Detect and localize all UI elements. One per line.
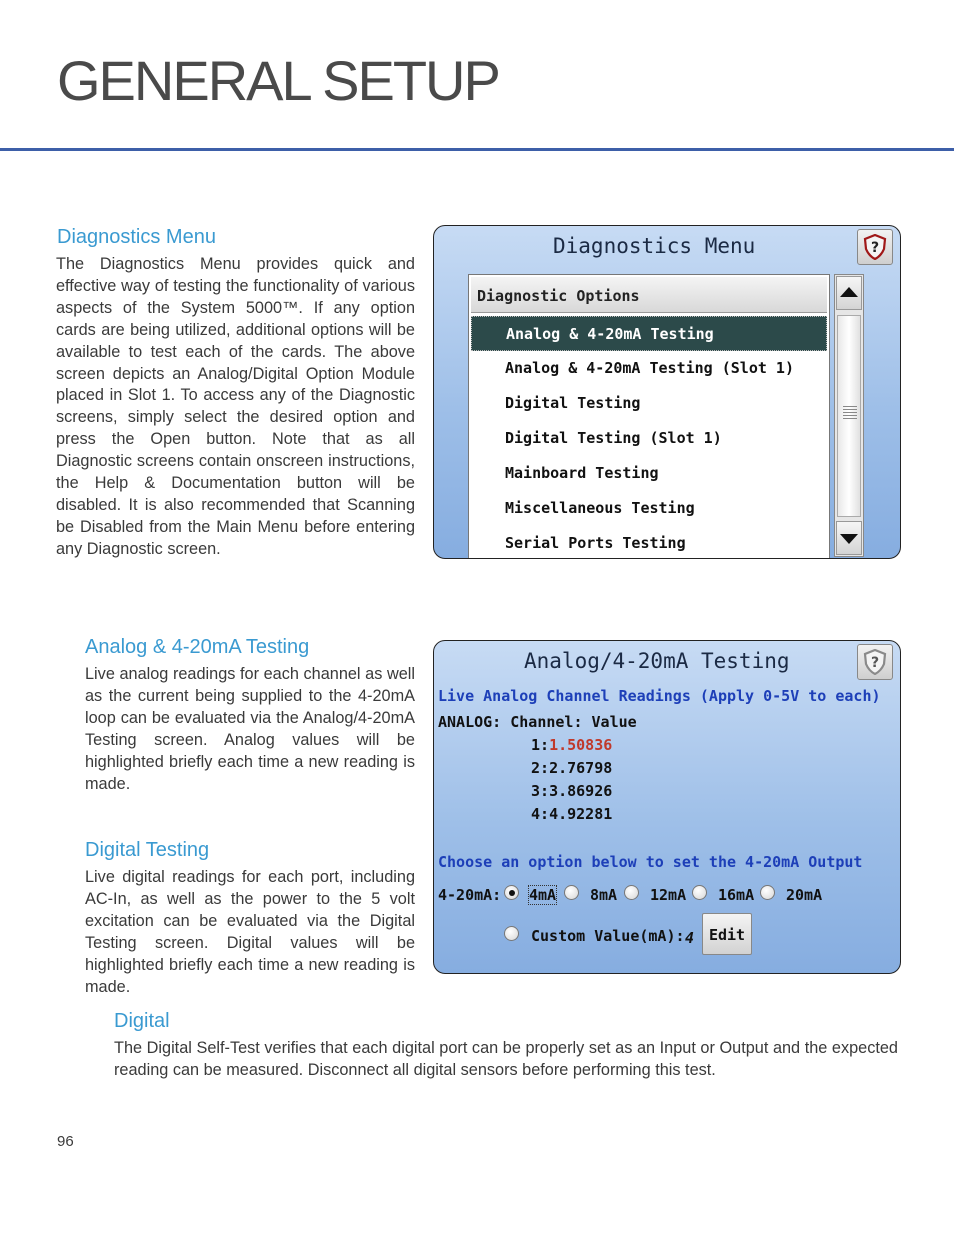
arrow-up-icon — [837, 277, 861, 309]
scroll-thumb[interactable] — [837, 315, 861, 517]
reading-row — [531, 736, 612, 754]
digital-testing-heading: Digital Testing — [85, 839, 210, 861]
edit-button[interactable]: Edit — [702, 913, 752, 955]
analog-heading: Analog & 4-20mA Testing — [85, 636, 310, 658]
analog-testing-screen — [433, 640, 901, 974]
channel-number: 2: — [531, 759, 550, 777]
list-item-digital-testing-slot1[interactable]: Digital Testing (Slot 1) — [505, 429, 722, 447]
scroll-up-button[interactable] — [836, 276, 862, 310]
channel-value: 2.76798 — [549, 759, 613, 777]
option-4ma-label[interactable]: 4mA — [529, 886, 557, 904]
diagnostic-options-list[interactable] — [468, 274, 830, 559]
option-20ma-label[interactable]: 20mA — [786, 886, 823, 904]
list-scrollbar[interactable] — [834, 274, 864, 557]
title-divider — [0, 148, 954, 151]
grip-line — [843, 409, 857, 410]
channel-number: 4: — [531, 805, 550, 823]
digital-text: The Digital Self-Test verifies that each digital port can be properly set as an Input or Output and the expected reading can be measured. Disconnect all digital sensors before performing this test. — [114, 1039, 898, 1079]
reading-row — [531, 805, 612, 823]
arrow-down-icon — [837, 522, 861, 554]
grip-line — [843, 406, 857, 407]
svg-text:?: ? — [870, 240, 880, 256]
help-shield-icon — [863, 649, 887, 675]
page-number: 96 — [57, 1133, 74, 1150]
list-item-misc-testing[interactable]: Miscellaneous Testing — [505, 499, 695, 517]
help-button[interactable] — [857, 644, 893, 680]
grip-line — [843, 415, 857, 416]
custom-value: 4 — [685, 929, 695, 947]
digital-testing-text: Live digital readings for each port, including AC-In, as well as the power to the 5 volt excitation can be evaluated via the Digital Testing screen. Digital values will be highlighted briefly each time a new reading is made. — [85, 868, 415, 996]
analog-text: Live analog readings for each channel as well as the current being supplied to the 4-20mA loop can be evaluated via the Analog/4-20mA Testing screen. Analog values will be highlighted briefly each time a new reading is made. — [85, 665, 415, 793]
columns-label: ANALOG: Channel: Value — [438, 713, 637, 731]
live-readings-label: Live Analog Channel Readings (Apply 0-5V to each) — [438, 687, 881, 705]
choose-option-label: Choose an option below to set the 4-20mA Output — [438, 853, 863, 871]
radio-custom[interactable] — [504, 926, 519, 941]
grip-line — [843, 412, 857, 413]
list-item-digital-testing[interactable]: Digital Testing — [505, 394, 641, 412]
diagnostics-heading: Diagnostics Menu — [57, 226, 216, 248]
diagnostics-text: The Diagnostics Menu provides quick and effective way of testing the functionality of various aspects of the System 5000™. If any option cards are being utilized, additional options will be available to test each of the cards. The above screen depicts an Analog/Digital Option Module placed in Slot 1. To access any of the Diagnostic screens, simply select the desired option and press the Open button. Note that as all Diagnostic screens contain onscreen instructions, the Help & Documentation button will be disabled. It is also recommended that Scanning be Disabled from the Main Menu before entering any Diagnostic screen. — [56, 255, 415, 558]
page-title: GENERAL SETUP — [57, 49, 499, 112]
radio-20ma[interactable] — [760, 885, 775, 900]
list-header: Diagnostic Options — [471, 277, 827, 313]
radio-8ma[interactable] — [564, 885, 579, 900]
scroll-down-button[interactable] — [836, 521, 862, 555]
radio-16ma[interactable] — [692, 885, 707, 900]
grip-line — [843, 418, 857, 419]
list-item-mainboard-testing[interactable]: Mainboard Testing — [505, 464, 659, 482]
analog-screen-title: Analog/4-20mA Testing — [524, 649, 790, 673]
list-item-analog-testing[interactable]: Analog & 4-20mA Testing — [471, 316, 827, 351]
radio-4ma[interactable] — [504, 885, 519, 900]
reading-row — [531, 782, 612, 800]
list-item-analog-testing-slot1[interactable]: Analog & 4-20mA Testing (Slot 1) — [505, 359, 794, 377]
channel-value: 4.92281 — [549, 805, 613, 823]
reading-row — [531, 759, 612, 777]
option-8ma-label[interactable]: 8mA — [590, 886, 618, 904]
custom-value-label: Custom Value(mA): — [531, 927, 685, 945]
diagnostics-screen-title: Diagnostics Menu — [553, 234, 756, 258]
diagnostics-menu-screen — [433, 225, 901, 559]
list-item-serial-ports-testing[interactable]: Serial Ports Testing — [505, 534, 686, 552]
channel-number: 1: — [531, 736, 550, 754]
option-12ma-label[interactable]: 12mA — [650, 886, 687, 904]
svg-text:?: ? — [870, 655, 880, 671]
channel-value-highlighted: 1.50836 — [549, 736, 613, 754]
channel-value: 3.86926 — [549, 782, 613, 800]
digital-heading: Digital — [114, 1010, 170, 1032]
option-16ma-label[interactable]: 16mA — [718, 886, 755, 904]
radio-12ma[interactable] — [624, 885, 639, 900]
output-label: 4-20mA: — [438, 886, 502, 904]
channel-number: 3: — [531, 782, 550, 800]
help-shield-icon — [863, 234, 887, 260]
help-button[interactable] — [857, 229, 893, 265]
